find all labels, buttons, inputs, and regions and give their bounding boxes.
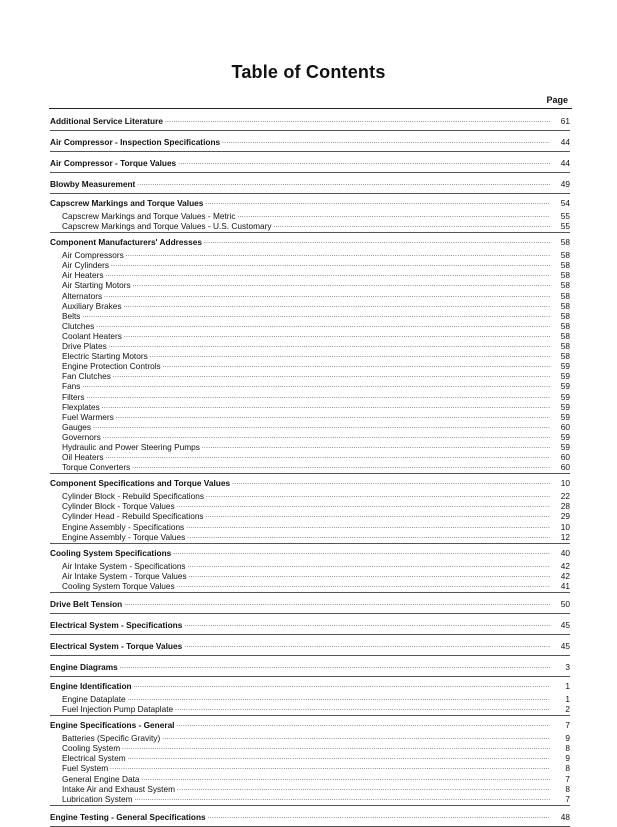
toc-entry-label: Engine Identification [50,681,132,691]
toc-subentry-page: 1 [565,694,570,704]
toc-subentry[interactable] [50,370,570,380]
toc-subentry-label: Engine Dataplate [62,694,126,704]
dot-leader [238,210,550,220]
dot-leader [102,401,550,411]
dot-leader [208,811,550,822]
toc-subentry[interactable] [50,773,570,783]
toc-subentry-label: Clutches [62,320,95,331]
toc-subentry-label: Belts [62,310,81,321]
toc-subentry[interactable] [50,560,570,570]
toc-entry-page: 61 [560,116,570,126]
toc-subentry[interactable] [50,490,570,500]
toc-subentry[interactable] [50,380,570,390]
toc-section [50,233,570,474]
toc-subentry[interactable] [50,340,570,350]
dot-leader [128,693,550,703]
dot-leader [232,477,550,488]
dot-leader [133,279,550,289]
toc-subentry-label: Batteries (Specific Gravity) [62,733,161,744]
toc-subentry-label: Cylinder Block - Rebuild Specifications [62,491,205,502]
page-title: Table of Contents [231,62,386,82]
dot-leader [206,510,550,520]
toc-entry[interactable] [50,173,570,193]
toc-subentry-page: 59 [560,401,570,412]
toc-subentry[interactable] [50,401,570,411]
toc-entry-label: Component Specifications and Torque Values [50,478,231,489]
toc-subentry-page: 58 [560,330,570,341]
toc-subentry[interactable] [50,693,570,703]
toc-entry[interactable] [50,131,570,151]
toc-subentry[interactable] [50,269,570,279]
toc-list [50,110,570,827]
toc-subentry[interactable] [50,290,570,300]
toc-entry[interactable] [50,677,570,693]
toc-subentry-page: 58 [560,280,570,291]
toc-entry-label: Blowby Measurement [50,179,136,189]
toc-subentry-page: 59 [560,361,570,372]
dot-leader [110,762,550,772]
toc-subentry-label: Lubrication System [62,793,133,804]
toc-subentry[interactable] [50,259,570,269]
toc-subentry-page: 58 [560,310,570,321]
dot-leader [162,732,550,742]
dot-leader [175,703,550,713]
dot-leader [106,451,551,461]
toc-subentry-label: Engine Assembly - Specifications [62,521,185,532]
toc-section [50,614,570,635]
toc-subentry-label: Fuel System [62,763,109,774]
toc-subentry-label: Fuel Warmers [62,411,114,422]
toc-entry-page: 58 [560,237,570,248]
toc-subentry-page: 42 [560,570,570,581]
dot-leader [202,441,550,451]
toc-subentry[interactable] [50,360,570,370]
toc-subentry[interactable] [50,391,570,401]
dot-leader [128,752,550,762]
toc-subentry[interactable] [50,793,570,803]
toc-subentry-page: 29 [560,511,570,522]
dot-leader [184,619,550,630]
toc-section [50,131,570,152]
toc-entry[interactable] [50,635,570,655]
toc-subentry-page: 58 [560,260,570,271]
toc-subentry-page: 59 [560,371,570,382]
page-column-header: Page [546,95,568,105]
toc-subentry-label: Gauges [62,421,92,432]
toc-subentry-page: 28 [560,501,570,512]
toc-subentry-page: 8 [565,763,570,774]
toc-entry[interactable] [50,544,570,560]
toc-subentry-page: 58 [560,250,570,261]
dot-leader [103,431,550,441]
toc-entry[interactable] [50,593,570,613]
toc-entry-page: 45 [560,620,570,630]
toc-entry[interactable] [50,474,570,490]
toc-entry[interactable] [50,656,570,676]
dot-leader [111,259,550,269]
toc-subentry-page: 8 [565,743,570,754]
toc-subentry-label: Governors [62,431,101,442]
dot-leader [124,598,550,609]
toc-entry[interactable] [50,152,570,172]
toc-subentry-label: Fuel Injection Pump Dataplate [62,704,174,715]
dot-leader [184,640,550,651]
toc-subentry-label: Fans [62,381,81,392]
toc-entry-label: Electrical System - Torque Values [50,641,183,651]
dot-leader [104,290,550,300]
toc-subentry-page: 59 [560,441,570,452]
toc-subentry-label: Cylinder Head - Rebuild Specifications [62,511,204,522]
toc-entry-label: Engine Specifications - General [50,720,175,731]
toc-subentry[interactable] [50,330,570,340]
toc-subentry-label: Fan Clutches [62,371,111,382]
dot-leader [188,560,550,570]
toc-subentry[interactable] [50,350,570,360]
toc-section [50,110,570,131]
toc-subentry-label: Air Intake System - Specifications [62,560,186,571]
toc-subentry-page: 42 [560,560,570,571]
toc-entry-page: 10 [560,478,570,489]
toc-subentry-page: 55 [560,221,570,232]
dot-leader [132,461,550,471]
toc-subentry[interactable] [50,461,570,471]
toc-subentry-page: 12 [560,531,570,542]
toc-subentry-label: Cooling System Torque Values [62,580,175,591]
toc-subentry-label: Electrical System [62,753,126,764]
toc-entry-page: 48 [560,811,570,822]
toc-subentry[interactable] [50,742,570,752]
toc-section [50,635,570,656]
toc-subentry-page: 7 [565,793,570,804]
dot-leader [82,380,550,390]
toc-subentry-page: 10 [560,521,570,532]
toc-subentry-label: Flexplates [62,401,100,412]
toc-subentry[interactable] [50,249,570,259]
toc-subentry[interactable] [50,510,570,520]
dot-leader [87,391,550,401]
toc-entry-label: Air Compressor - Inspection Specifications [50,137,221,147]
toc-subentry[interactable] [50,279,570,289]
toc-subentry-page: 59 [560,411,570,422]
dot-leader [150,350,550,360]
toc-subentry-page: 2 [565,704,570,715]
toc-subentry-label: Air Heaters [62,270,104,281]
toc-subentry-label: Auxiliary Brakes [62,300,122,311]
toc-subentry-page: 58 [560,341,570,352]
toc-subentry-page: 60 [560,452,570,463]
toc-entry-page: 3 [565,662,570,672]
toc-subentry-page: 9 [565,753,570,764]
toc-subentry-page: 7 [565,773,570,784]
toc-entry-page: 44 [560,137,570,147]
toc-subentry-label: Engine Protection Controls [62,361,161,372]
toc-section [50,806,570,827]
toc-subentry-label: Hydraulic and Power Steering Pumps [62,441,200,452]
toc-subentry-page: 59 [560,431,570,442]
toc-section [50,152,570,173]
toc-subentry[interactable] [50,783,570,793]
toc-section [50,544,570,593]
toc-subentry-page: 8 [565,783,570,794]
toc-section [50,656,570,677]
toc-entry[interactable] [50,614,570,634]
dot-leader [124,330,550,340]
toc-entry[interactable] [50,806,570,826]
toc-entry-page: 7 [565,720,570,731]
toc-subentry-page: 60 [560,462,570,473]
dot-leader [135,793,550,803]
toc-subentry[interactable] [50,421,570,431]
toc-subentry-page: 59 [560,391,570,402]
dot-leader [93,421,550,431]
dot-leader [274,220,550,230]
toc-section [50,474,570,543]
dot-leader [120,661,550,672]
toc-subentry[interactable] [50,752,570,762]
dot-leader [142,773,551,783]
toc-entry[interactable] [50,233,570,249]
toc-subentry[interactable] [50,500,570,510]
toc-section [50,593,570,614]
dot-leader [163,360,550,370]
dot-leader [205,197,550,208]
toc-section [50,194,570,233]
dot-leader [186,521,550,531]
dot-leader [96,320,550,330]
toc-subentry[interactable] [50,521,570,531]
dot-leader [177,783,550,793]
toc-entry-page: 40 [560,547,570,558]
toc-subentry-page: 58 [560,351,570,362]
toc-subentry[interactable] [50,210,570,220]
toc-entry-label: Air Compressor - Torque Values [50,158,177,168]
toc-subentry[interactable] [50,441,570,451]
toc-subentry-page: 41 [560,580,570,591]
dot-leader [134,680,550,691]
dot-leader [109,340,550,350]
dot-leader [82,310,550,320]
dot-leader [177,719,551,730]
toc-entry-label: Drive Belt Tension [50,599,123,609]
toc-entry[interactable] [50,716,570,732]
toc-subentry-label: Capscrew Markings and Torque Values - Metric [62,211,236,221]
dot-leader [116,411,550,421]
dot-leader [126,249,550,259]
toc-subentry-label: Alternators [62,290,103,301]
toc-subentry[interactable] [50,431,570,441]
toc-entry-page: 49 [560,179,570,189]
toc-subentry[interactable] [50,580,570,590]
toc-entry-label: Engine Diagrams [50,662,118,672]
toc-subentry-page: 58 [560,300,570,311]
toc-entry-page: 1 [565,681,570,691]
toc-entry-label: Electrical System - Specifications [50,620,183,630]
toc-subentry[interactable] [50,320,570,330]
toc-entry-page: 44 [560,158,570,168]
toc-subentry-label: Engine Assembly - Torque Values [62,531,186,542]
toc-entry-page: 54 [560,198,570,208]
header-rule [49,108,572,109]
dot-leader [122,742,550,752]
toc-subentry-label: Intake Air and Exhaust System [62,783,175,794]
toc-entry-label: Capscrew Markings and Torque Values [50,198,204,208]
toc-subentry-label: Torque Converters [62,462,131,473]
toc-subentry[interactable] [50,411,570,421]
toc-entry[interactable] [50,194,570,210]
toc-subentry[interactable] [50,310,570,320]
toc-subentry-page: 59 [560,381,570,392]
dot-leader [177,500,550,510]
toc-subentry[interactable] [50,451,570,461]
toc-subentry-label: Cooling System [62,743,121,754]
toc-subentry[interactable] [50,300,570,310]
toc-subentry-label: General Engine Data [62,773,140,784]
toc-subentry[interactable] [50,220,570,230]
toc-subentry-label: Drive Plates [62,341,107,352]
toc-subentry-page: 55 [560,211,570,221]
toc-subentry[interactable] [50,762,570,772]
dot-leader [206,490,550,500]
dot-leader [106,269,551,279]
toc-entry-label: Engine Testing - General Specifications [50,811,206,822]
toc-subentry-label: Air Compressors [62,250,124,261]
toc-subentry-label: Air Intake System - Torque Values [62,570,187,581]
toc-subentry[interactable] [50,732,570,742]
toc-entry[interactable] [50,110,570,130]
dot-leader [178,157,550,168]
toc-subentry[interactable] [50,531,570,541]
toc-subentry-label: Capscrew Markings and Torque Values - U.S. Customary [62,221,272,232]
toc-entry-page: 50 [560,599,570,609]
dot-leader [173,547,550,558]
toc-section [50,677,570,716]
toc-subentry[interactable] [50,703,570,713]
toc-entry-label: Cooling System Specifications [50,547,172,558]
toc-subentry-label: Oil Heaters [62,452,104,463]
dot-leader [222,136,550,147]
toc-section [50,173,570,194]
toc-section [50,716,570,806]
toc-subentry-page: 22 [560,491,570,502]
toc-subentry-page: 58 [560,290,570,301]
dot-leader [187,531,550,541]
dot-leader [137,178,550,189]
toc-subentry-label: Coolant Heaters [62,330,122,341]
dot-leader [189,570,550,580]
toc-entry-label: Additional Service Literature [50,116,163,126]
toc-subentry[interactable] [50,570,570,580]
toc-subentry-label: Electric Starting Motors [62,351,148,362]
dot-leader [177,580,550,590]
dot-leader [113,370,550,380]
toc-subentry-label: Air Cylinders [62,260,110,271]
toc-entry-label: Component Manufacturers' Addresses [50,237,202,248]
dot-leader [204,236,550,247]
dot-leader [123,300,550,310]
toc-subentry-page: 60 [560,421,570,432]
toc-subentry-label: Air Starting Motors [62,280,131,291]
toc-subentry-label: Filters [62,391,85,402]
toc-subentry-page: 9 [565,733,570,744]
toc-subentry-label: Cylinder Block - Torque Values [62,501,175,512]
toc-subentry-page: 58 [560,270,570,281]
dot-leader [165,115,550,126]
toc-subentry-page: 58 [560,320,570,331]
toc-entry-page: 45 [560,641,570,651]
